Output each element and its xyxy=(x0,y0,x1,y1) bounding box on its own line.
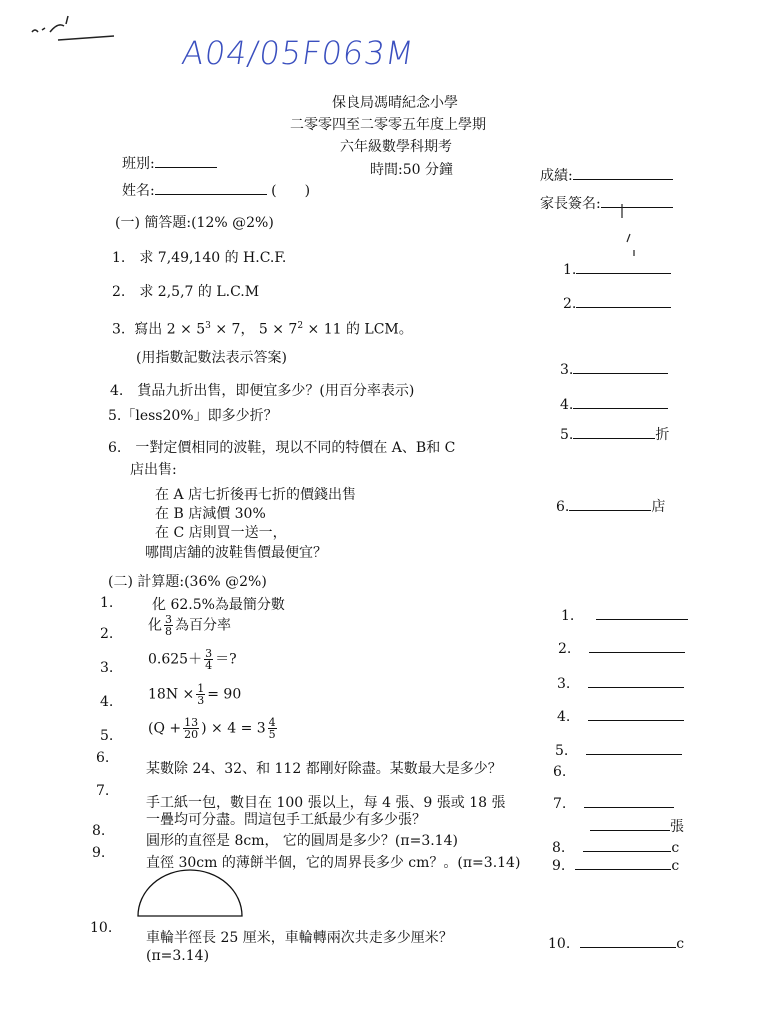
s2-question-7b: 一疊均可分盡。問這包手工紙最少有多少張？ xyxy=(146,812,426,828)
s1-answer-3 xyxy=(560,362,668,378)
s1-answer-3-label: 3. xyxy=(560,362,574,378)
s2-answer-8-label: 8. xyxy=(552,840,566,856)
s1-answer-1 xyxy=(563,262,671,278)
s2-answer-9 xyxy=(552,858,679,874)
s2-answer-2-blank[interactable] xyxy=(589,652,685,653)
s2-q2-denominator: 8 xyxy=(165,625,172,638)
s2-answer-9-blank[interactable] xyxy=(575,869,671,870)
s2-answer-5 xyxy=(555,743,682,759)
s2-question-6: 某數除 24、32、和 112 都剛好除盡。某數最大是多少？ xyxy=(146,761,502,777)
s2-number-3: 3. xyxy=(100,660,114,676)
s2-answer-7-line2 xyxy=(590,816,684,836)
scan-marks xyxy=(600,200,660,260)
s1-answer-2-blank[interactable] xyxy=(576,307,671,308)
half-pizza-diagram xyxy=(134,866,246,918)
s2-q4-fraction xyxy=(196,683,205,706)
s2-q2-part-b: 為百分率 xyxy=(175,617,231,634)
s2-number-10: 10. xyxy=(90,920,113,936)
s1-question-3 xyxy=(112,318,413,339)
s2-q3-denominator: 4 xyxy=(205,659,213,672)
s2-q5-numerator: 13 xyxy=(184,716,199,729)
s2-answer-3 xyxy=(557,676,684,692)
s2-question-2 xyxy=(148,614,231,637)
s2-question-8: 圓形的直徑是 8cm， 它的圓周是多少？(π=3.14) xyxy=(146,833,458,849)
s1-answer-6-unit: 店 xyxy=(651,499,666,515)
s2-answer-1-label: 1. xyxy=(561,608,575,624)
s1-answer-3-blank[interactable] xyxy=(573,373,668,374)
s2-answer-10-label: 10. xyxy=(548,936,571,952)
s1-answer-6 xyxy=(556,496,665,516)
class-number-paren: ( ) xyxy=(271,183,311,199)
s2-q5-fraction xyxy=(183,717,199,740)
s2-question-5 xyxy=(148,717,279,740)
s2-q4-part-a: 18N × xyxy=(148,686,195,703)
s1-answer-5 xyxy=(560,424,669,444)
s2-question-1: 化 62.5%為最簡分數 xyxy=(152,597,285,613)
s2-question-9: 直徑 30cm 的薄餅半個，它的周界長多少 cm？。(π=3.14) xyxy=(146,855,521,871)
s2-answer-8-blank[interactable] xyxy=(583,851,671,852)
name-label: 姓名: xyxy=(122,183,155,199)
s1-question-2: 2. 求 2,5,7 的 L.C.M xyxy=(112,284,260,300)
score-label: 成績: xyxy=(540,168,573,184)
name-blank[interactable] xyxy=(155,194,267,195)
section1-title: (一) 簡答題:(12% @2%) xyxy=(115,215,274,231)
s2-answer-5-label: 5. xyxy=(555,743,569,759)
s2-number-2: 2. xyxy=(100,626,114,642)
s1-question-5: 5.「less20%」即多少折？ xyxy=(108,408,278,424)
s1-q3-part-c: × 11 的 LCM。 xyxy=(303,321,413,338)
s2-q2-fraction xyxy=(164,614,173,637)
s1-question-6a: 6. 一對定價相同的波鞋，現以不同的特價在 A、B和 C xyxy=(108,440,456,456)
s2-answer-10-unit: c xyxy=(676,936,685,952)
school-year: 二零零四至二零零五年度上學期 xyxy=(290,117,486,133)
s1-answer-5-blank[interactable] xyxy=(573,438,655,439)
s1-answer-5-label: 5. xyxy=(560,427,574,443)
s2-q3-part-b: ＝? xyxy=(215,651,237,668)
s2-q5-numerator-2: 4 xyxy=(268,716,276,729)
s2-q3-part-a: 0.625＋ xyxy=(148,651,203,668)
s2-number-7: 7. xyxy=(96,783,110,799)
s1-question-6f: 哪間店舖的波鞋售價最便宜？ xyxy=(145,545,327,561)
parent-sign-label: 家長簽名: xyxy=(540,196,601,212)
s1-question-6e: 在 C 店則買一送一， xyxy=(155,525,287,541)
s1-question-3-note: (用指數記數法表示答案) xyxy=(136,350,287,366)
corner-scribble xyxy=(28,12,118,46)
s2-answer-9-unit: c xyxy=(671,858,680,874)
name-field xyxy=(122,183,310,200)
s1-answer-5-unit: 折 xyxy=(655,427,670,443)
s2-number-6: 6. xyxy=(96,750,110,766)
s2-question-7a: 手工紙一包，數目在 100 張以上，每 4 張、9 張或 18 張 xyxy=(146,795,506,811)
s2-answer-7-label: 7. xyxy=(553,796,567,812)
s2-answer-1 xyxy=(561,608,688,624)
s2-question-4 xyxy=(148,683,241,706)
s2-number-4: 4. xyxy=(100,694,114,710)
s1-question-6d: 在 B 店減價 30% xyxy=(155,506,266,522)
s2-answer-6-label: 6. xyxy=(553,764,567,780)
s2-answer-9-label: 9. xyxy=(552,858,566,874)
s2-question-10b: (π=3.14) xyxy=(146,948,210,964)
s2-q5-part-a: (Q + xyxy=(148,720,182,737)
s2-answer-5-blank[interactable] xyxy=(586,754,682,755)
s2-answer-6 xyxy=(553,764,566,780)
s1-question-4: 4. 貨品九折出售，即便宜多少？(用百分率表示) xyxy=(110,383,415,399)
s2-answer-2-label: 2. xyxy=(558,641,572,657)
s2-q4-numerator: 1 xyxy=(197,682,205,695)
s1-answer-2-label: 2. xyxy=(563,296,577,312)
s2-answer-4 xyxy=(557,709,684,725)
s1-question-6b: 店出售: xyxy=(130,462,177,478)
s2-answer-7 xyxy=(553,796,674,812)
s1-answer-1-blank[interactable] xyxy=(576,273,671,274)
class-label: 班別: xyxy=(122,156,155,172)
s2-number-9: 9. xyxy=(92,845,106,861)
s2-answer-1-blank[interactable] xyxy=(596,619,688,620)
s1-q3-exponent-1: 3 xyxy=(205,321,211,331)
s2-q2-numerator: 3 xyxy=(165,613,172,626)
s2-q4-denominator: 3 xyxy=(197,694,205,707)
s2-q4-part-b: = 90 xyxy=(207,686,242,703)
s1-q3-part-a: 寫出 2 × 5 xyxy=(134,321,206,338)
score-blank[interactable] xyxy=(573,179,673,180)
s2-answer-4-blank[interactable] xyxy=(588,720,684,721)
s2-answer-4-label: 4. xyxy=(557,709,571,725)
s1-q3-number: 3. xyxy=(112,321,126,338)
s2-answer-10-blank[interactable] xyxy=(580,947,676,948)
s2-answer-8 xyxy=(552,840,679,856)
s1-q3-exponent-2: 2 xyxy=(297,321,304,331)
s2-question-10a: 車輪半徑長 25 厘米，車輪轉兩次共走多少厘米？ xyxy=(146,930,453,946)
s2-q5-mixed-fraction xyxy=(268,717,277,740)
s1-q3-part-b: × 7， 5 × 7 xyxy=(210,321,298,338)
class-blank[interactable] xyxy=(155,167,217,168)
section2-title: (二) 計算題:(36% @2%) xyxy=(108,574,267,590)
s1-question-1: 1. 求 7,49,140 的 H.C.F. xyxy=(112,250,287,266)
exam-title: 六年級數學科期考 xyxy=(340,139,452,155)
s1-answer-4 xyxy=(560,397,668,413)
s1-answer-2 xyxy=(563,296,671,312)
class-field xyxy=(122,156,217,173)
s2-number-8: 8. xyxy=(92,823,106,839)
s2-answer-10 xyxy=(548,936,684,952)
s2-answer-7-blank-2[interactable] xyxy=(590,830,670,831)
s2-answer-3-label: 3. xyxy=(557,676,571,692)
s2-answer-2 xyxy=(558,641,685,657)
s2-number-1: 1. xyxy=(100,595,114,611)
s1-answer-6-label: 6. xyxy=(556,499,570,515)
s1-answer-4-label: 4. xyxy=(560,397,574,413)
s2-answer-7-unit: 張 xyxy=(670,819,684,835)
s2-q2-part-a: 化 xyxy=(148,617,162,634)
s1-answer-4-blank[interactable] xyxy=(573,408,668,409)
exam-time: 時間:50 分鐘 xyxy=(370,162,453,178)
s2-q3-fraction xyxy=(204,648,213,671)
school-name: 保良局馮晴紀念小學 xyxy=(332,95,458,111)
score-field xyxy=(540,168,673,185)
s2-answer-7-blank[interactable] xyxy=(584,807,674,808)
s2-q5-denominator: 20 xyxy=(184,728,199,741)
s2-q3-numerator: 3 xyxy=(205,647,213,660)
s2-q5-part-b: ) × 4 = 3 xyxy=(201,720,266,737)
s1-question-6c: 在 A 店七折後再七折的價錢出售 xyxy=(155,487,357,503)
s2-answer-3-blank[interactable] xyxy=(588,687,684,688)
s2-question-3 xyxy=(148,648,237,671)
document-code: A04/05F063M xyxy=(179,34,417,72)
s2-answer-8-unit: c xyxy=(671,840,680,856)
s2-q5-denominator-2: 5 xyxy=(268,728,276,741)
s1-answer-1-label: 1. xyxy=(563,262,577,278)
s2-number-5: 5. xyxy=(100,728,114,744)
s1-answer-6-blank[interactable] xyxy=(569,510,651,511)
